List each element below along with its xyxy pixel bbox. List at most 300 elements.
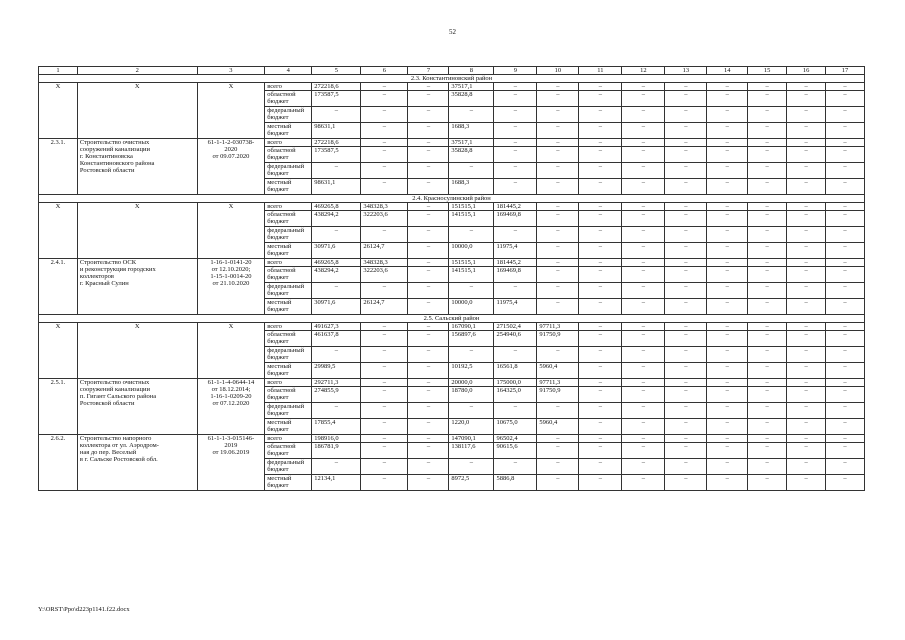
amount-cell: – (579, 91, 622, 107)
amount-cell: – (579, 299, 622, 315)
funding-source-label: местный бюджет (265, 419, 312, 435)
amount-cell: 12134,1 (312, 475, 361, 491)
amount-cell: 272218,6 (312, 139, 361, 147)
amount-cell: – (537, 203, 579, 211)
amount-cell: – (787, 379, 826, 387)
amount-cell: – (622, 147, 665, 163)
amount-cell: – (408, 91, 449, 107)
amount-cell: – (665, 379, 707, 387)
amount-cell: 164325,0 (494, 387, 537, 403)
amount-cell: – (537, 443, 579, 459)
amount-cell: – (537, 147, 579, 163)
amount-cell: – (361, 227, 408, 243)
amount-cell: – (787, 163, 826, 179)
amount-cell: – (579, 459, 622, 475)
amount-cell: – (748, 83, 787, 91)
amount-cell: – (622, 363, 665, 379)
amount-cell: – (579, 363, 622, 379)
object-name-line: Ростовской области (79, 400, 135, 407)
amount-cell: 18780,0 (449, 387, 494, 403)
amount-cell: 1688,3 (449, 123, 494, 139)
amount-cell: – (361, 443, 408, 459)
funding-source-label: областной бюджет (265, 443, 312, 459)
amount-cell: – (408, 323, 449, 331)
amount-cell: – (579, 259, 622, 267)
amount-cell: – (748, 267, 787, 283)
amount-cell: – (537, 403, 579, 419)
amount-cell: – (707, 211, 748, 227)
section-header-row (39, 75, 865, 83)
object-name-line: коллекторов (79, 273, 114, 280)
amount-cell: – (826, 387, 865, 403)
column-number: 12 (622, 67, 665, 75)
section-header-row (39, 195, 865, 203)
amount-cell: – (408, 435, 449, 443)
amount-cell: – (665, 267, 707, 283)
expertise-document (197, 435, 265, 491)
column-number: 9 (494, 67, 537, 75)
amount-cell: – (494, 147, 537, 163)
amount-cell: – (494, 163, 537, 179)
amount-cell: – (579, 83, 622, 91)
amount-cell: – (622, 331, 665, 347)
amount-cell: – (665, 139, 707, 147)
amount-cell: – (622, 259, 665, 267)
section-title: 2.3. Константиновский район (39, 75, 865, 83)
expertise-document-line: от 09.07.2020 (212, 153, 250, 160)
amount-cell: – (622, 107, 665, 123)
amount-cell: – (537, 299, 579, 315)
table-row (39, 379, 865, 387)
amount-cell: – (537, 179, 579, 195)
amount-cell: – (787, 211, 826, 227)
amount-cell: – (787, 83, 826, 91)
amount-cell: – (826, 163, 865, 179)
funding-source-label: всего (265, 139, 312, 147)
amount-cell: – (665, 403, 707, 419)
amount-cell: – (408, 347, 449, 363)
funding-source-label: всего (265, 435, 312, 443)
amount-cell: – (707, 91, 748, 107)
amount-cell: – (537, 211, 579, 227)
amount-cell: – (707, 107, 748, 123)
amount-cell: – (707, 267, 748, 283)
amount-cell: – (787, 227, 826, 243)
amount-cell: 186781,9 (312, 443, 361, 459)
amount-cell: – (622, 459, 665, 475)
amount-cell: – (665, 299, 707, 315)
amount-cell: – (707, 299, 748, 315)
amount-cell: – (408, 179, 449, 195)
expertise-document (197, 379, 265, 435)
amount-cell: – (707, 387, 748, 403)
amount-cell: – (707, 259, 748, 267)
column-number: 5 (312, 67, 361, 75)
amount-cell: – (787, 403, 826, 419)
amount-cell: – (579, 403, 622, 419)
amount-cell: – (579, 147, 622, 163)
amount-cell: – (826, 243, 865, 259)
object-name (77, 323, 197, 379)
amount-cell: – (537, 107, 579, 123)
amount-cell: – (622, 387, 665, 403)
amount-cell: – (312, 107, 361, 123)
amount-cell: – (622, 347, 665, 363)
amount-cell: – (408, 203, 449, 211)
amount-cell: – (361, 475, 408, 491)
amount-cell: – (826, 267, 865, 283)
amount-cell: 322203,6 (361, 211, 408, 227)
object-name (77, 83, 197, 139)
amount-cell: 8972,5 (449, 475, 494, 491)
item-number: X (39, 323, 78, 379)
amount-cell: – (826, 283, 865, 299)
amount-cell: 1688,3 (449, 179, 494, 195)
amount-cell: – (826, 227, 865, 243)
amount-cell: – (707, 139, 748, 147)
amount-cell: – (622, 323, 665, 331)
amount-cell: 1220,0 (449, 419, 494, 435)
amount-cell: – (665, 323, 707, 331)
amount-cell: – (537, 435, 579, 443)
amount-cell: – (748, 299, 787, 315)
amount-cell: 198916,0 (312, 435, 361, 443)
amount-cell: – (579, 475, 622, 491)
amount-cell: 147090,1 (449, 435, 494, 443)
amount-cell: 173587,5 (312, 91, 361, 107)
column-number-row (39, 67, 865, 75)
funding-source-label: федеральный бюджет (265, 347, 312, 363)
amount-cell: – (622, 123, 665, 139)
object-name-line: п. Гигант Сальского района (79, 393, 157, 400)
amount-cell: 91750,9 (537, 387, 579, 403)
amount-cell: – (707, 227, 748, 243)
expertise-document-line: 2019 (224, 442, 238, 449)
funding-source-label: местный бюджет (265, 243, 312, 259)
amount-cell: – (361, 83, 408, 91)
amount-cell: – (579, 331, 622, 347)
amount-cell: – (408, 243, 449, 259)
amount-cell: – (665, 203, 707, 211)
amount-cell: 10675,0 (494, 419, 537, 435)
item-number: 2.6.2. (39, 435, 78, 491)
amount-cell: 348328,3 (361, 259, 408, 267)
amount-cell: – (787, 331, 826, 347)
amount-cell: – (494, 83, 537, 91)
amount-cell: – (787, 107, 826, 123)
amount-cell: – (361, 323, 408, 331)
amount-cell: 97711,3 (537, 379, 579, 387)
amount-cell: – (408, 403, 449, 419)
amount-cell: – (665, 227, 707, 243)
expertise-document (197, 203, 265, 259)
expertise-document (197, 323, 265, 379)
expertise-document-line: 1-15-1-0014-20 (210, 273, 252, 280)
amount-cell: 175000,0 (494, 379, 537, 387)
amount-cell: – (537, 347, 579, 363)
amount-cell: – (361, 419, 408, 435)
amount-cell: – (622, 419, 665, 435)
table-row (39, 83, 865, 91)
funding-source-label: всего (265, 379, 312, 387)
item-number: X (39, 83, 78, 139)
amount-cell: – (787, 299, 826, 315)
table-row (39, 203, 865, 211)
table-row (39, 139, 865, 147)
funding-source-label: областной бюджет (265, 147, 312, 163)
funding-source-label: всего (265, 83, 312, 91)
amount-cell: 151515,1 (449, 259, 494, 267)
amount-cell: – (826, 475, 865, 491)
amount-cell: – (748, 243, 787, 259)
object-name-line: X (134, 83, 140, 90)
amount-cell: – (494, 403, 537, 419)
amount-cell: – (579, 387, 622, 403)
object-name-line: г. Красный Сулин (79, 280, 129, 287)
amount-cell: – (707, 283, 748, 299)
amount-cell: – (537, 475, 579, 491)
amount-cell: – (787, 387, 826, 403)
funding-source-label: федеральный бюджет (265, 227, 312, 243)
amount-cell: – (494, 227, 537, 243)
amount-cell: – (707, 475, 748, 491)
object-name-line: X (134, 203, 140, 210)
column-number: 10 (537, 67, 579, 75)
amount-cell: – (748, 91, 787, 107)
amount-cell: – (707, 379, 748, 387)
amount-cell: – (748, 179, 787, 195)
amount-cell: – (826, 107, 865, 123)
amount-cell: – (622, 435, 665, 443)
object-name-line: Строительство ОСК (79, 259, 137, 266)
amount-cell: – (622, 227, 665, 243)
amount-cell: – (748, 363, 787, 379)
amount-cell: 26124,7 (361, 299, 408, 315)
amount-cell: – (579, 123, 622, 139)
amount-cell: 30971,6 (312, 243, 361, 259)
file-path-footer: Y:\ORST\Ppo\d223p1141.f22.docx (38, 606, 130, 613)
funding-source-label: местный бюджет (265, 475, 312, 491)
amount-cell: – (826, 435, 865, 443)
amount-cell: – (408, 211, 449, 227)
object-name (77, 379, 197, 435)
amount-cell: 20000,0 (449, 379, 494, 387)
amount-cell: – (361, 379, 408, 387)
amount-cell: – (665, 107, 707, 123)
column-number: 13 (665, 67, 707, 75)
object-name (77, 435, 197, 491)
amount-cell: 35828,8 (449, 147, 494, 163)
expertise-document-line: X (228, 203, 234, 210)
amount-cell: – (707, 419, 748, 435)
amount-cell: – (494, 347, 537, 363)
amount-cell: – (665, 459, 707, 475)
amount-cell: – (622, 475, 665, 491)
amount-cell: – (494, 283, 537, 299)
amount-cell: – (787, 203, 826, 211)
expertise-document (197, 259, 265, 315)
amount-cell: – (787, 123, 826, 139)
amount-cell: – (748, 227, 787, 243)
expertise-document-line: от 12.10.2020; (211, 266, 251, 273)
amount-cell: – (579, 227, 622, 243)
amount-cell: 5960,4 (537, 363, 579, 379)
amount-cell: – (622, 179, 665, 195)
object-name-line: Строительство очистных (79, 139, 150, 146)
amount-cell: – (707, 323, 748, 331)
amount-cell: – (361, 123, 408, 139)
amount-cell: – (665, 283, 707, 299)
object-name (77, 259, 197, 315)
amount-cell: 17855,4 (312, 419, 361, 435)
amount-cell: – (494, 91, 537, 107)
amount-cell: 98631,1 (312, 179, 361, 195)
amount-cell: – (665, 211, 707, 227)
column-number: 16 (787, 67, 826, 75)
amount-cell: – (787, 475, 826, 491)
amount-cell: – (826, 203, 865, 211)
amount-cell: – (408, 419, 449, 435)
amount-cell: 438294,2 (312, 267, 361, 283)
amount-cell: – (787, 91, 826, 107)
amount-cell: 37517,1 (449, 139, 494, 147)
amount-cell: – (361, 347, 408, 363)
funding-source-label: областной бюджет (265, 211, 312, 227)
amount-cell: – (748, 163, 787, 179)
item-number: 2.5.1. (39, 379, 78, 435)
amount-cell: – (494, 179, 537, 195)
amount-cell: – (361, 179, 408, 195)
amount-cell: 91750,9 (537, 331, 579, 347)
budget-table (38, 66, 865, 491)
amount-cell: – (622, 243, 665, 259)
amount-cell: – (361, 107, 408, 123)
amount-cell: – (665, 435, 707, 443)
amount-cell: – (579, 419, 622, 435)
amount-cell: – (748, 283, 787, 299)
amount-cell: – (787, 243, 826, 259)
funding-source-label: областной бюджет (265, 387, 312, 403)
amount-cell: – (361, 363, 408, 379)
amount-cell: – (826, 139, 865, 147)
amount-cell: 169469,8 (494, 267, 537, 283)
amount-cell: – (748, 435, 787, 443)
amount-cell: – (622, 403, 665, 419)
amount-cell: 37517,1 (449, 83, 494, 91)
expertise-document-line: X (228, 83, 234, 90)
amount-cell: – (748, 419, 787, 435)
object-name-line: Строительство очистных (79, 379, 150, 386)
amount-cell: – (665, 363, 707, 379)
amount-cell: – (494, 459, 537, 475)
amount-cell: – (361, 283, 408, 299)
amount-cell: – (312, 227, 361, 243)
amount-cell: – (408, 107, 449, 123)
amount-cell: 141515,1 (449, 267, 494, 283)
amount-cell: – (826, 83, 865, 91)
amount-cell: 469265,8 (312, 259, 361, 267)
amount-cell: – (826, 331, 865, 347)
amount-cell: – (312, 163, 361, 179)
object-name-line: г. Константиновска (79, 153, 133, 160)
amount-cell: – (494, 139, 537, 147)
amount-cell: – (494, 123, 537, 139)
expertise-document (197, 139, 265, 195)
column-number: 7 (408, 67, 449, 75)
funding-source-label: местный бюджет (265, 299, 312, 315)
amount-cell: 16561,8 (494, 363, 537, 379)
amount-cell: – (537, 283, 579, 299)
amount-cell: – (826, 123, 865, 139)
amount-cell: – (665, 347, 707, 363)
amount-cell: 138117,6 (449, 443, 494, 459)
amount-cell: 90615,6 (494, 443, 537, 459)
amount-cell: – (826, 347, 865, 363)
amount-cell: – (408, 147, 449, 163)
column-number: 3 (197, 67, 265, 75)
amount-cell: – (622, 203, 665, 211)
amount-cell: – (579, 347, 622, 363)
amount-cell: – (361, 403, 408, 419)
amount-cell: – (665, 475, 707, 491)
amount-cell: 181445,2 (494, 203, 537, 211)
amount-cell: – (787, 139, 826, 147)
amount-cell: – (579, 283, 622, 299)
amount-cell: – (579, 323, 622, 331)
amount-cell: – (361, 387, 408, 403)
amount-cell: 271502,4 (494, 323, 537, 331)
amount-cell: – (748, 387, 787, 403)
object-name-line: Константиновского района (79, 160, 155, 167)
amount-cell: 29989,5 (312, 363, 361, 379)
section-title: 2.4. Красносулинский район (39, 195, 865, 203)
amount-cell: – (787, 267, 826, 283)
amount-cell: 151515,1 (449, 203, 494, 211)
object-name-line: в г. Сальске Ростовской обл. (79, 456, 158, 463)
amount-cell: – (826, 419, 865, 435)
amount-cell: – (665, 387, 707, 403)
expertise-document-line: 61-1-1-2-030738- (207, 139, 255, 146)
amount-cell: – (787, 459, 826, 475)
amount-cell: – (579, 443, 622, 459)
amount-cell: – (707, 435, 748, 443)
amount-cell: 5886,8 (494, 475, 537, 491)
amount-cell: – (787, 419, 826, 435)
amount-cell: – (537, 227, 579, 243)
amount-cell: – (579, 379, 622, 387)
amount-cell: 438294,2 (312, 211, 361, 227)
amount-cell: 272218,6 (312, 83, 361, 91)
table-row (39, 435, 865, 443)
amount-cell: – (665, 83, 707, 91)
amount-cell: – (408, 259, 449, 267)
amount-cell: – (826, 179, 865, 195)
expertise-document-line: от 21.10.2020 (212, 280, 250, 287)
amount-cell: – (748, 147, 787, 163)
column-number: 14 (707, 67, 748, 75)
amount-cell: – (826, 443, 865, 459)
amount-cell: – (665, 147, 707, 163)
amount-cell: 254940,6 (494, 331, 537, 347)
amount-cell: – (826, 211, 865, 227)
section-header-row (39, 315, 865, 323)
amount-cell: – (665, 123, 707, 139)
amount-cell: – (826, 379, 865, 387)
amount-cell: – (748, 139, 787, 147)
amount-cell: – (579, 179, 622, 195)
column-number: 15 (748, 67, 787, 75)
object-name-line: ная до пер. Веселый (79, 449, 137, 456)
